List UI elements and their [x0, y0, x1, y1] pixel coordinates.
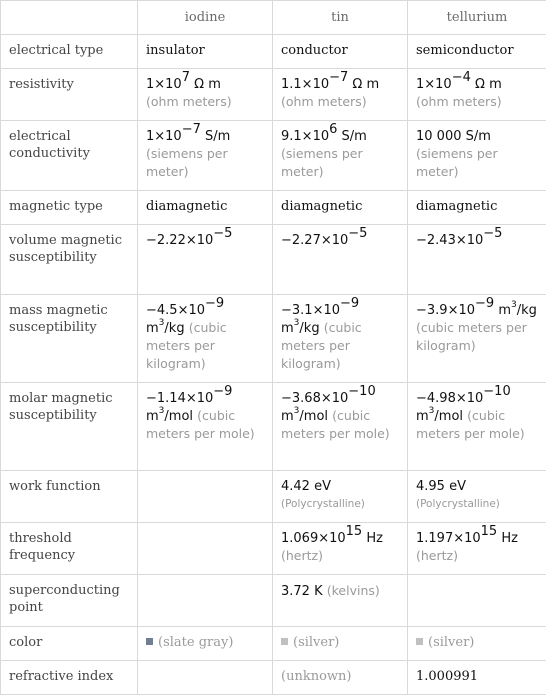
table-row: [1, 383, 546, 471]
cell-value: 3.72 K (kelvins): [273, 575, 408, 627]
table-row: [1, 295, 546, 383]
row-label: refractive index: [1, 661, 138, 695]
cell-value: insulator: [138, 35, 273, 69]
header-iodine: iodine: [138, 1, 273, 35]
row-label: electrical conductivity: [1, 121, 138, 191]
cell-value: (slate gray): [138, 627, 273, 661]
header-row: [1, 1, 546, 35]
cell-value: 4.42 eV (Polycrystalline): [273, 471, 408, 523]
cell-value: $1\times 10^{-7}$ S/m (siemens per meter): [138, 121, 273, 191]
cell-value: $1\times 10^{-4}$ Ω m (ohm meters): [408, 69, 546, 121]
cell-value: $9.1\times 10^6$ S/m (siemens per meter): [273, 121, 408, 191]
cell-value: $-3.68\times 10^{-10}$ $m^3$/mol (cubic meters per mole): [273, 383, 408, 471]
row-label: superconducting point: [1, 575, 138, 627]
row-label: volume magnetic susceptibility: [1, 225, 138, 295]
cell-value: (unknown): [273, 661, 408, 695]
color-swatch: [281, 638, 288, 645]
header-empty: [1, 1, 138, 35]
cell-value: $-2.22\times 10^{-5}$: [138, 225, 273, 295]
row-label: work function: [1, 471, 138, 523]
cell-value: $-3.9\times 10^{-9}$ $m^3/kg$ (cubic meters per kilogram): [408, 295, 546, 383]
cell-value: (silver): [273, 627, 408, 661]
cell-value: [138, 575, 273, 627]
row-label: molar magnetic susceptibility: [1, 383, 138, 471]
header-tellurium: tellurium: [408, 1, 546, 35]
cell-value: diamagnetic: [408, 191, 546, 225]
row-label: magnetic type: [1, 191, 138, 225]
cell-value: conductor: [273, 35, 408, 69]
cell-value: diamagnetic: [138, 191, 273, 225]
color-swatch: [146, 638, 153, 645]
cell-value: $1.197\times 10^{15}$ Hz (hertz): [408, 523, 546, 575]
cell-value: $-2.43\times 10^{-5}$: [408, 225, 546, 295]
cell-value: 4.95 eV (Polycrystalline): [408, 471, 546, 523]
cell-value: (silver): [408, 627, 546, 661]
row-label: electrical type: [1, 35, 138, 69]
cell-value: $1\times 10^7$ Ω m (ohm meters): [138, 69, 273, 121]
cell-value: diamagnetic: [273, 191, 408, 225]
cell-value: $-1.14\times 10^{-9}$ $m^3$/mol (cubic meters per mole): [138, 383, 273, 471]
cell-value: semiconductor: [408, 35, 546, 69]
cell-value: $-4.5\times 10^{-9}$ $m^3/kg$ (cubic meters per kilogram): [138, 295, 273, 383]
cell-value: $-2.27\times 10^{-5}$: [273, 225, 408, 295]
table-row: [1, 121, 546, 191]
cell-value: $1.1\times 10^{-7}$ Ω m (ohm meters): [273, 69, 408, 121]
row-label: mass magnetic susceptibility: [1, 295, 138, 383]
cell-value: 10 000 S/m (siemens per meter): [408, 121, 546, 191]
table-row: [1, 69, 546, 121]
table-row: [1, 523, 546, 575]
table-row: [1, 575, 546, 627]
cell-value: 1.000991: [408, 661, 546, 695]
cell-value: [138, 471, 273, 523]
cell-value: $-4.98\times 10^{-10}$ $m^3$/mol (cubic meters per mole): [408, 383, 546, 471]
cell-value: $1.069\times 10^{15}$ Hz (hertz): [273, 523, 408, 575]
cell-value: $-3.1\times 10^{-9}$ $m^3/kg$ (cubic meters per kilogram): [273, 295, 408, 383]
cell-value: [138, 661, 273, 695]
table-row: [1, 35, 546, 69]
table-row: [1, 661, 546, 695]
table-row: [1, 191, 546, 225]
row-label: color: [1, 627, 138, 661]
cell-value: [408, 575, 546, 627]
color-swatch: [416, 638, 423, 645]
table-row: [1, 225, 546, 295]
table-row: [1, 627, 546, 661]
table-row: [1, 471, 546, 523]
row-label: resistivity: [1, 69, 138, 121]
row-label: threshold frequency: [1, 523, 138, 575]
header-tin: tin: [273, 1, 408, 35]
cell-value: [138, 523, 273, 575]
